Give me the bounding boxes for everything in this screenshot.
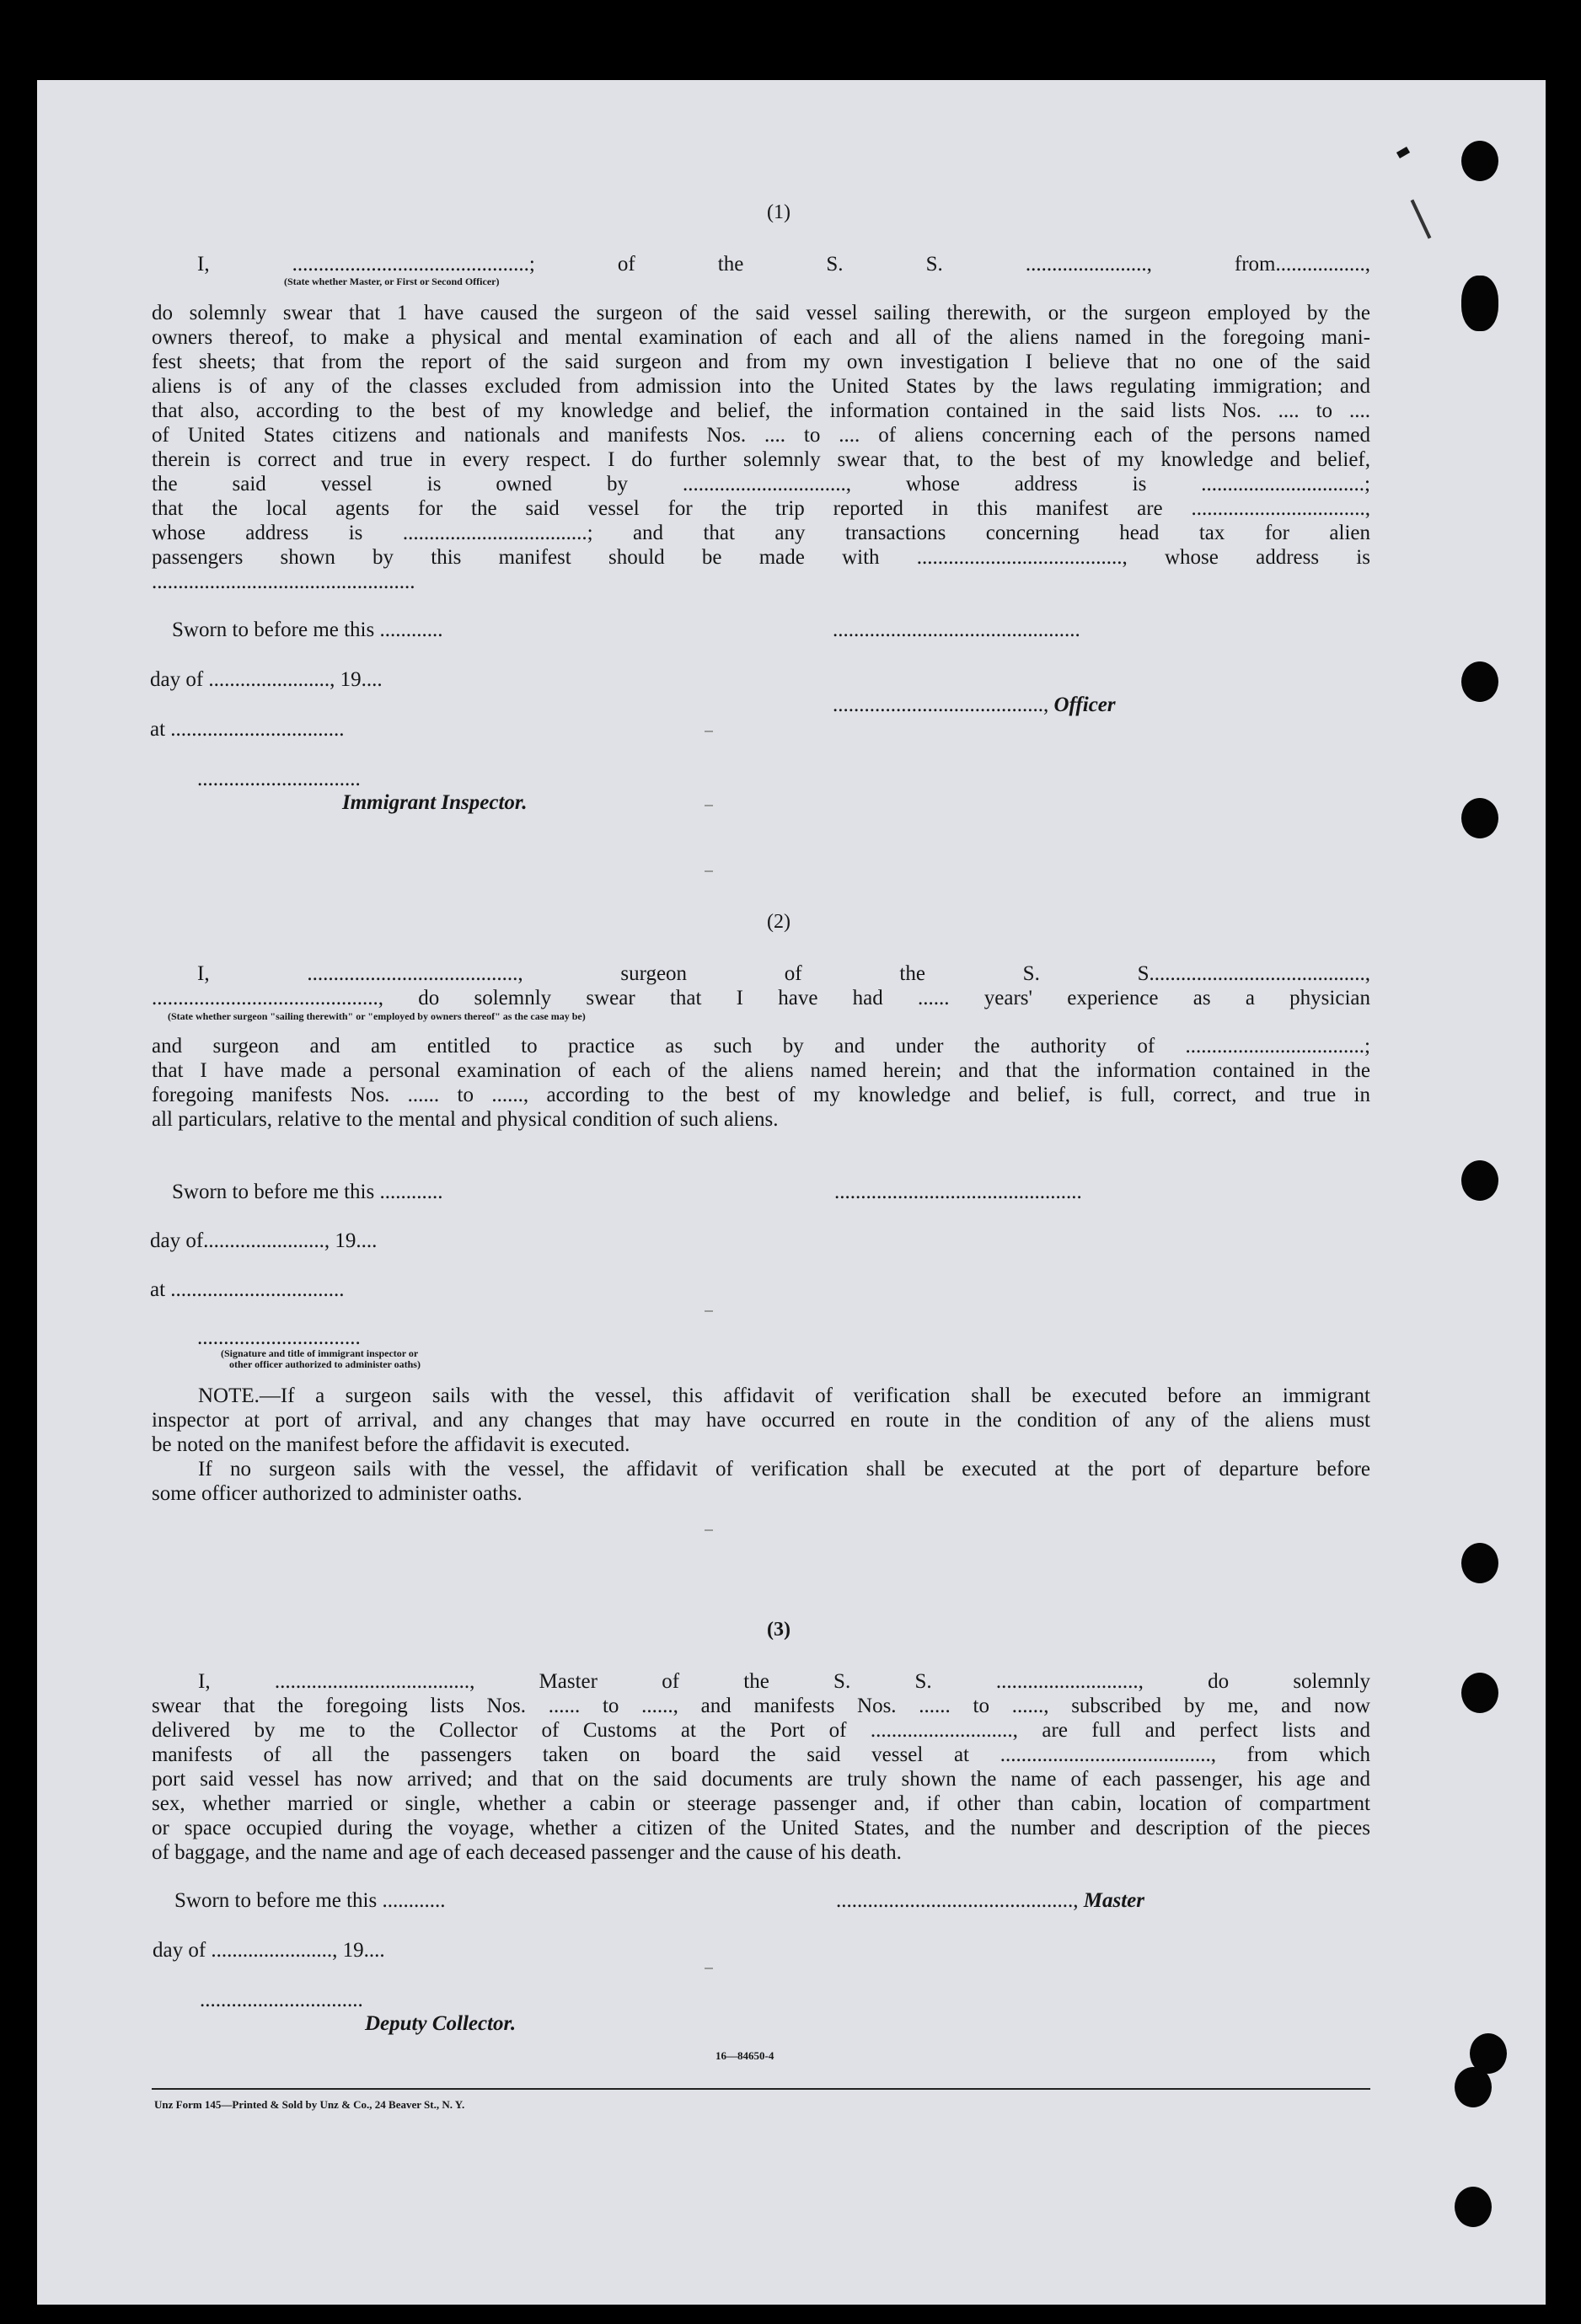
paragraph-line: do solemnly swear that 1 have caused the surgeon of the said vessel sailing therewith, or the surgeon employed by the	[152, 302, 1370, 324]
paragraph-line: port said vessel has now arrived; and that on the said documents are truly shown the name of each passenger, his age and	[152, 1768, 1370, 1791]
officer-signature-line[interactable]	[833, 693, 1116, 717]
note-text: —If a surgeon sails with the vessel, this affidavit of verification shall be executed before an immigrant	[259, 1384, 1370, 1407]
paragraph-line: sex, whether married or single, whether a cabin or steerage passenger and, if other than cabin, location of compartment	[152, 1792, 1370, 1815]
binder-hole	[1461, 1543, 1498, 1583]
affidavit-page	[37, 80, 1546, 2305]
binder-hole	[1455, 2067, 1492, 2107]
inspector-signature-line[interactable]: ...............................	[197, 768, 361, 790]
scan-mark	[705, 805, 713, 806]
surgeon-status-note: (State whether surgeon "sailing therewith" or "employed by owners thereof" as the case may be)	[168, 1010, 586, 1022]
paragraph-line: owners thereof, to make a physical and mental examination of each and all of the aliens named in the foregoing mani-	[152, 326, 1370, 349]
scan-mark	[705, 1529, 713, 1531]
ink-speck	[1411, 199, 1432, 238]
paragraph-line: and surgeon and am entitled to practice as such by and under the authority of ..................................;	[152, 1035, 1370, 1058]
paragraph-line: that also, according to the best of my knowledge and belief, the information contained in the said lists Nos. .... to ....	[152, 399, 1370, 422]
paragraph-line: some officer authorized to administer oaths.	[152, 1482, 523, 1505]
paragraph-line: all particulars, relative to the mental and physical condition of such aliens.	[152, 1108, 779, 1131]
paragraph-line: inspector at port of arrival, and any changes that may have occurred en route in the condition of any of the aliens must	[152, 1409, 1370, 1432]
officer-label: Officer	[1053, 693, 1116, 716]
sworn-line[interactable]: Sworn to before me this ............	[174, 1889, 446, 1912]
surgeon-signature-line[interactable]: ...............................................	[834, 1181, 1082, 1203]
binder-hole	[1461, 1160, 1498, 1201]
form-number: 16—84650-4	[715, 2049, 774, 2062]
paragraph-line: therein is correct and true in every respect. I do further solemnly swear that, to the best of my knowledge and belief,	[152, 448, 1370, 471]
scan-mark	[705, 1310, 713, 1312]
paragraph-line: aliens is of any of the classes excluded from admission into the United States by the laws regulating immigration; and	[152, 375, 1370, 398]
note-lead: NOTE.	[198, 1384, 260, 1407]
section-2-second-line: ..........................................., do solemnly swear that I have had ...... years' experience as a physician	[152, 987, 1370, 1009]
binder-hole	[1455, 2187, 1492, 2227]
binder-hole	[1461, 141, 1498, 181]
paragraph-line: or space occupied during the voyage, whether a citizen of the United States, and the number and description of the pieces	[152, 1817, 1370, 1839]
signature-note: other officer authorized to administer oaths)	[229, 1358, 421, 1370]
paragraph-line: that I have made a personal examination of each of the aliens named herein; and that the information contained in the	[152, 1059, 1370, 1082]
paragraph-line: of baggage, and the name and age of each deceased passenger and the cause of his death.	[152, 1841, 902, 1864]
section-3-oath-paragraph	[152, 1669, 1370, 1865]
day-of-line[interactable]: day of ......................., 19....	[153, 1939, 385, 1962]
collector-signature-line[interactable]: ...............................	[200, 1989, 363, 2011]
at-line[interactable]: at .................................	[150, 718, 345, 741]
section-2-opening-line: I, ........................................, surgeon of the S. S.........................................,	[197, 962, 1370, 985]
section-1-opening-line: I, .............................................; of the S. S. ......................., from.................,	[197, 253, 1370, 276]
officer-rank-note: (State whether Master, or First or Second Officer)	[284, 276, 500, 287]
master-label: Master	[1083, 1889, 1144, 1912]
paragraph-line: of United States citizens and nationals and manifests Nos. .... to .... of aliens concerning each of the persons named	[152, 424, 1370, 447]
paragraph-line: the said vessel is owned by ..............................., whose address is ...............................;	[152, 473, 1370, 495]
at-line[interactable]: at .................................	[150, 1278, 345, 1301]
paragraph-line: foregoing manifests Nos. ...... to ......, according to the best of my knowledge and belief, is full, correct, and true in	[152, 1084, 1370, 1106]
note-paragraph	[152, 1384, 1370, 1506]
binder-hole	[1461, 661, 1498, 702]
binder-hole	[1461, 1673, 1498, 1713]
paragraph-line: If no surgeon sails with the vessel, the affidavit of verification shall be executed at the port of departure before	[198, 1458, 1370, 1481]
section-3-number: (3)	[767, 1619, 790, 1641]
scan-mark	[705, 1968, 713, 1969]
collector-label: Deputy Collector.	[365, 2012, 517, 2035]
officer-name-line[interactable]: ...............................................	[833, 618, 1080, 641]
sworn-line[interactable]: Sworn to before me this ............	[172, 618, 443, 641]
paragraph-line: whose address is ...................................; and that any transactions concerning head tax for alien	[152, 522, 1370, 544]
day-of-line[interactable]: day of......................., 19....	[150, 1229, 378, 1252]
day-of-line[interactable]: day of ......................., 19....	[150, 668, 383, 691]
master-signature-line[interactable]	[836, 1888, 1144, 1913]
paragraph-line: that the local agents for the said vessel for the trip reported in this manifest are .................................,	[152, 497, 1370, 520]
paragraph-line: fest sheets; that from the report of the said surgeon and from my own investigation I believe that no one of the said	[152, 351, 1370, 373]
paragraph-line: delivered by me to the Collector of Customs at the Port of ..........................., are full and perfect lists and	[152, 1719, 1370, 1742]
printer-imprint: Unz Form 145—Printed & Sold by Unz & Co., 24 Beaver St., N. Y.	[154, 2098, 465, 2111]
footer-rule	[152, 2088, 1370, 2090]
paragraph-line: manifests of all the passengers taken on board the said vessel at ........................................, from which	[152, 1743, 1370, 1766]
scan-mark	[705, 731, 713, 732]
paragraph-line: ..................................................	[152, 570, 415, 593]
paragraph-line: I, ....................................., Master of the S. S. ..........................., do solemnly	[198, 1670, 1370, 1693]
paragraph-line: passengers shown by this manifest should be made with ......................................., whose address is	[152, 546, 1370, 569]
master-signature-dots: .............................................,	[836, 1889, 1079, 1912]
paragraph-line: swear that the foregoing lists Nos. ...... to ......, and manifests Nos. ...... to ......, subscribed by me, and now	[152, 1695, 1370, 1717]
inspector-label: Immigrant Inspector.	[342, 791, 528, 814]
ink-speck	[1396, 147, 1410, 158]
inspector-signature-line[interactable]: ...............................	[197, 1326, 361, 1349]
binder-hole	[1461, 276, 1498, 331]
sworn-line[interactable]: Sworn to before me this ............	[172, 1181, 443, 1203]
section-1-number: (1)	[767, 201, 790, 223]
scan-mark	[705, 870, 713, 872]
section-1-oath-paragraph	[152, 301, 1370, 594]
paragraph-line	[152, 1384, 1370, 1408]
paragraph-line: be noted on the manifest before the affidavit is executed.	[152, 1433, 630, 1456]
signature-note: (Signature and title of immigrant inspector or	[221, 1347, 419, 1359]
section-2-number: (2)	[767, 911, 790, 933]
officer-signature-dots: ........................................,	[833, 693, 1049, 716]
binder-hole	[1461, 798, 1498, 838]
section-2-oath-paragraph	[152, 1034, 1370, 1132]
